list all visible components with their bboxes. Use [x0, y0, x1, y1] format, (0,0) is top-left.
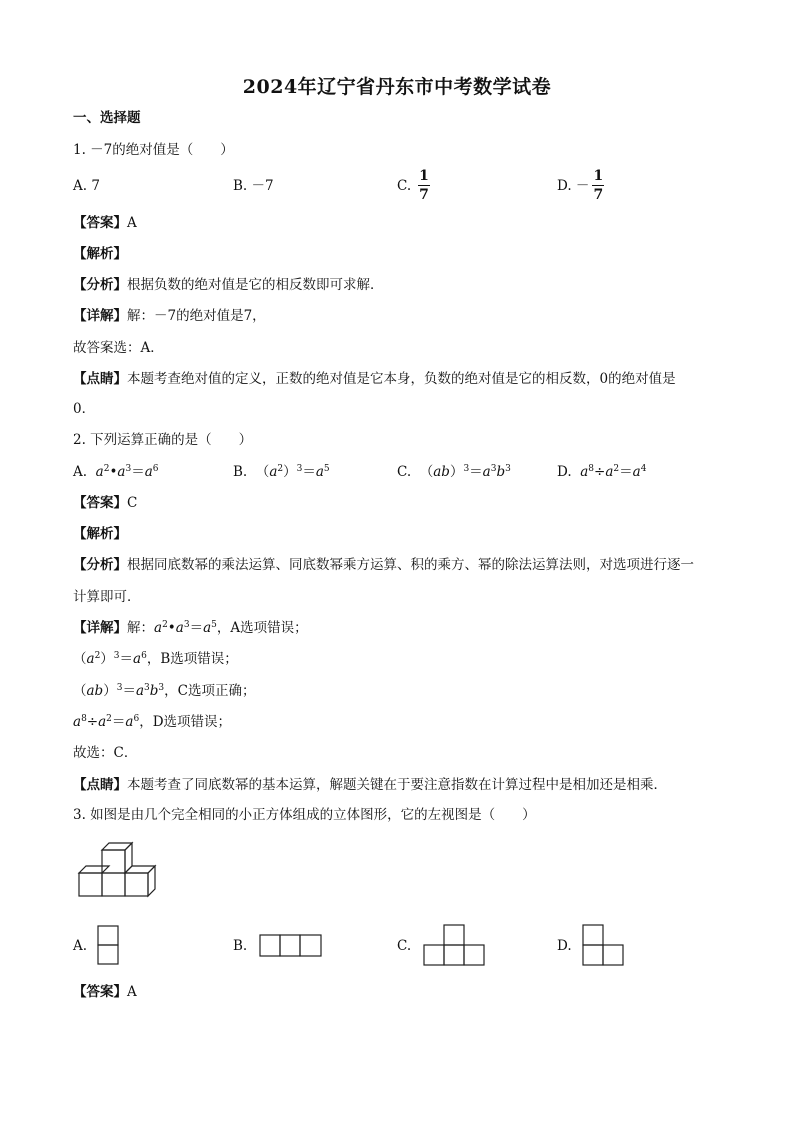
- q1-xiangjie: [73, 307, 266, 325]
- fraction-denominator: 7: [593, 187, 604, 203]
- dianjing-tag: 【点睛】: [73, 371, 127, 387]
- q2-option-b: B. $(a^2)^3=a^5$: [233, 464, 330, 480]
- fenxi-tag: 【分析】: [73, 277, 127, 293]
- q2-analysis-tag: 【解析】: [73, 526, 127, 542]
- cube-solid-figure: [76, 840, 160, 900]
- q1-option-b: B. －7: [233, 178, 274, 194]
- fraction-denominator: 7: [419, 187, 429, 203]
- dianjing-tag: 【点睛】: [73, 777, 127, 793]
- answer-tag: 【答案】: [73, 984, 127, 1000]
- q2-conclusion: 故选：C．: [73, 745, 138, 761]
- dianjing-text: 本题考查了同底数幂的基本运算，解题关键在于要注意指数在计算过程中是相加还是相乘．: [127, 777, 667, 793]
- line-a-tail: ，A选项错误；: [216, 620, 308, 636]
- option-label: C.: [397, 464, 412, 480]
- q3-option-b-label: B.: [233, 938, 248, 954]
- q3-option-a-figure: [97, 925, 119, 965]
- q1-option-d-fraction: [591, 168, 605, 203]
- q1-conclusion: 故答案选：A．: [73, 340, 164, 356]
- xiangjie-tag: 【详解】: [73, 620, 127, 636]
- q2-dianjing: [73, 776, 667, 794]
- fraction-numerator: 1: [593, 168, 604, 184]
- line-c-tail: ，C选项正确；: [164, 683, 256, 699]
- q2-step-d: $a^8\div a^2=a^6$，D选项错误；: [73, 714, 232, 730]
- fenxi-tag: 【分析】: [73, 557, 127, 573]
- q2-option-d: D. $a^8\div a^2=a^4$: [557, 464, 647, 480]
- q3-option-d-label: D.: [557, 938, 572, 954]
- answer-value: A: [127, 984, 137, 1000]
- q3-option-c-figure: [423, 924, 486, 966]
- q1-option-c-fraction: [417, 168, 431, 203]
- fraction-numerator: 1: [419, 168, 429, 184]
- q3-option-a-label: A.: [73, 938, 88, 954]
- answer-value: C: [127, 495, 138, 511]
- section-heading: 一、选择题: [73, 110, 141, 126]
- q3-stem: 3. 如图是由几个完全相同的小正方体组成的立体图形，它的左视图是（ ）: [73, 807, 536, 823]
- q1-option-c-label: C.: [397, 177, 412, 194]
- q2-option-a: A. $a^2•a^3=a^6$: [73, 464, 159, 480]
- line-b-tail: ，B选项错误；: [146, 651, 238, 667]
- fenxi-text: 根据同底数幂的乘法运算、同底数幂乘方运算、积的乘方、幂的除法运算法则，对选项进行逐一: [127, 557, 694, 573]
- dianjing-text: 本题考查绝对值的定义，正数的绝对值是它本身，负数的绝对值是它的相反数，0的绝对值是: [127, 371, 676, 387]
- q3-option-d-figure: [582, 924, 624, 966]
- option-label: A.: [73, 464, 88, 480]
- q1-stem: 1. －7的绝对值是（ ）: [73, 142, 234, 158]
- q2-step-c: $(ab)^3=a^3b^3$，C选项正确；: [73, 683, 256, 699]
- q2-option-c: C. $(ab)^3=a^3b^3$: [397, 464, 511, 480]
- q2-stem: 2. 下列运算正确的是（ ）: [73, 432, 253, 448]
- q1-analysis-tag: 【解析】: [73, 246, 127, 262]
- q1-option-d-label: D. －: [557, 177, 590, 194]
- q3-option-c-label: C.: [397, 938, 412, 954]
- q2-answer: [73, 494, 137, 512]
- xiangjie-prefix: 解：: [127, 620, 154, 636]
- q3-option-b-figure: [259, 934, 323, 957]
- q2-fenxi-cont: 计算即可．: [73, 589, 141, 605]
- fraction-bar: [592, 185, 604, 186]
- answer-value: A: [127, 215, 137, 231]
- q1-dianjing: [73, 370, 676, 388]
- q1-option-d: [557, 168, 605, 203]
- answer-tag: 【答案】: [73, 215, 127, 231]
- q1-option-c: [397, 168, 431, 203]
- q1-dianjing-cont: 0．: [73, 401, 96, 417]
- q1-option-a: A. 7: [73, 178, 100, 194]
- option-label: D.: [557, 464, 572, 480]
- xiangjie-tag: 【详解】: [73, 308, 127, 324]
- page-title: 2024年辽宁省丹东市中考数学试卷: [242, 76, 552, 98]
- answer-tag: 【答案】: [73, 495, 127, 511]
- q1-fenxi: [73, 276, 384, 294]
- fenxi-text: 根据负数的绝对值是它的相反数即可求解．: [127, 277, 384, 293]
- q1-answer: [73, 214, 137, 232]
- q2-step-b: $(a^2)^3=a^6$，B选项错误；: [73, 651, 238, 667]
- xiangjie-text: 解：－7的绝对值是7，: [127, 308, 266, 324]
- q2-fenxi: [73, 556, 694, 574]
- q3-answer: [73, 983, 137, 1001]
- q2-xiangjie: 【详解】解：$a^2•a^3=a^5$，A选项错误；: [73, 620, 308, 636]
- option-label: B.: [233, 464, 248, 480]
- fraction-bar: [418, 185, 430, 186]
- line-d-tail: ，D选项错误；: [139, 714, 232, 730]
